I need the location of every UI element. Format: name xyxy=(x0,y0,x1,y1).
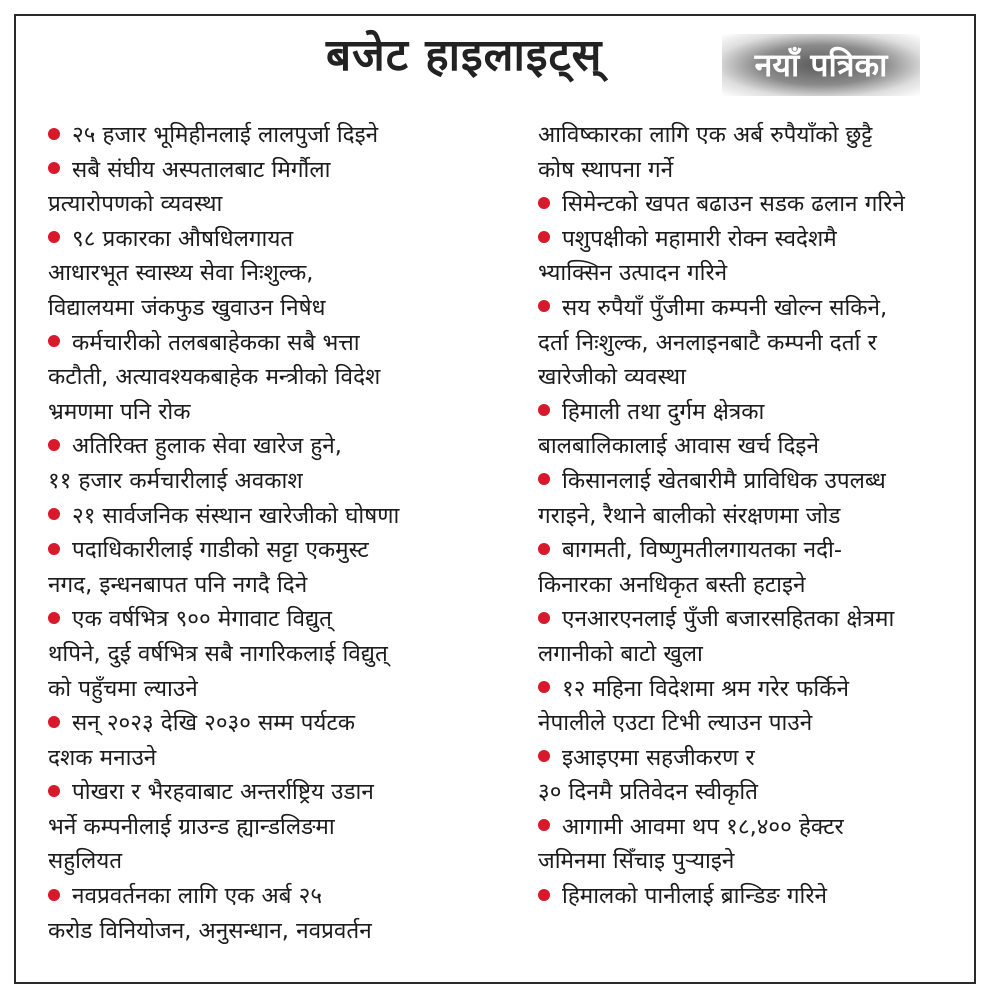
bullet-icon xyxy=(48,335,60,347)
highlight-text: सिमेन्टको खपत बढाउन सडक ढलान गरिने xyxy=(562,191,905,218)
highlight-line xyxy=(48,499,488,534)
highlight-text: २५ हजार भूमिहीनलाई लालपुर्जा दिइने xyxy=(72,122,379,148)
highlight-text: आधारभूत स्वास्थ्य सेवा निःशुल्क, xyxy=(48,260,314,287)
highlight-line xyxy=(48,429,488,464)
highlight-text: थपिने, दुई वर्षभित्र सबै नागरिकलाई विद्युत् xyxy=(48,640,388,667)
highlight-item xyxy=(538,672,970,741)
highlight-line xyxy=(48,844,488,879)
highlight-text: खारेजीको व्यवस्था xyxy=(538,364,686,391)
highlight-line xyxy=(48,395,488,430)
highlight-line xyxy=(538,568,970,603)
highlight-text: एनआरएनलाई पुँजी बजारसहितका क्षेत्रमा xyxy=(562,606,895,633)
highlight-text: बालबालिकालाई आवास खर्च दिइने xyxy=(538,433,819,460)
highlight-text: जमिनमा सिँचाइ पुर्‍याइने xyxy=(538,848,735,875)
highlight-text: भर्ने कम्पनीलाई ग्राउन्ड ह्यान्डलिङमा xyxy=(48,813,335,840)
highlight-item xyxy=(48,879,488,948)
highlight-text: पशुपक्षीको महामारी रोक्न स्वदेशमै xyxy=(562,225,837,252)
highlight-text: भ्रमणमा पनि रोक xyxy=(48,398,191,425)
highlight-text: गराइने, रैथाने बालीको संरक्षणमा जोड xyxy=(538,502,841,529)
highlight-line xyxy=(48,568,488,603)
highlight-line xyxy=(538,395,970,430)
bullet-icon xyxy=(538,543,550,555)
highlight-item xyxy=(538,879,970,914)
bullet-icon xyxy=(48,889,60,901)
highlight-item xyxy=(48,326,488,430)
highlight-text: दशक मनाउने xyxy=(48,744,157,771)
highlight-text: पोखरा र भैरहवाबाट अन्तर्राष्ट्रिय उडान xyxy=(72,779,374,806)
bullet-icon xyxy=(48,716,60,728)
highlight-line xyxy=(48,153,488,188)
highlight-text: सबै संघीय अस्पतालबाट मिर्गौला xyxy=(72,156,331,183)
highlight-line xyxy=(538,360,970,395)
highlight-line xyxy=(48,187,488,222)
highlight-line xyxy=(48,706,488,741)
highlight-text: सन् २०२३ देखि २०३० सम्म पर्यटक xyxy=(72,710,356,737)
highlight-item xyxy=(48,533,488,602)
highlight-line xyxy=(538,291,970,326)
highlight-line xyxy=(48,118,488,153)
highlight-line xyxy=(538,464,970,499)
highlight-line xyxy=(538,672,970,707)
highlight-text: हिमाली तथा दुर्गम क्षेत्रका xyxy=(562,398,765,425)
highlight-line xyxy=(48,879,488,914)
highlight-line xyxy=(48,326,488,361)
highlight-line xyxy=(538,326,970,361)
highlight-text: कटौती, अत्यावश्यकबाहेक मन्त्रीको विदेश xyxy=(48,364,381,391)
highlight-item xyxy=(538,187,970,222)
highlight-item xyxy=(538,741,970,810)
highlight-text: एक वर्षभित्र ९०० मेगावाट विद्युत् xyxy=(72,606,332,633)
bullet-icon xyxy=(48,785,60,797)
highlight-text: विद्यालयमा जंकफुड खुवाउन निषेध xyxy=(48,294,326,321)
highlight-line xyxy=(48,602,488,637)
highlight-text: सय रुपैयाँ पुँजीमा कम्पनी खोल्न सकिने, xyxy=(562,294,888,321)
highlight-line xyxy=(538,741,970,776)
bullet-icon xyxy=(48,439,60,451)
highlight-text: लगानीको बाटो खुला xyxy=(538,640,703,667)
highlight-line xyxy=(48,291,488,326)
highlight-text: को पहुँचमा ल्याउने xyxy=(48,675,198,702)
highlight-text: ९८ प्रकारका औषधिलगायत xyxy=(72,225,294,252)
highlight-line xyxy=(48,775,488,810)
left-column xyxy=(48,118,488,948)
highlight-line xyxy=(48,672,488,707)
highlight-line xyxy=(48,464,488,499)
highlight-text: किनारका अनधिकृत बस्ती हटाइने xyxy=(538,571,806,598)
highlight-text: दर्ता निःशुल्क, अनलाइनबाटै कम्पनी दर्ता र xyxy=(538,329,877,356)
bullet-icon xyxy=(538,889,550,901)
highlight-text: इआइएमा सहजीकरण र xyxy=(562,744,755,771)
highlight-text: नेपालीले एउटा टिभी ल्याउन पाउने xyxy=(538,710,813,737)
highlight-line xyxy=(538,222,970,257)
highlight-line xyxy=(538,602,970,637)
highlight-text: पदाधिकारीलाई गाडीको सट्टा एकमुस्ट xyxy=(72,537,369,564)
bullet-icon xyxy=(48,508,60,520)
highlight-text: भ्याक्सिन उत्पादन गरिने xyxy=(538,260,728,287)
highlight-text: नवप्रवर्तनका लागि एक अर्ब २५ xyxy=(72,883,323,910)
highlight-line xyxy=(538,499,970,534)
highlight-line xyxy=(48,222,488,257)
highlight-line xyxy=(48,533,488,568)
highlight-text: सहुलियत xyxy=(48,848,123,875)
highlight-line xyxy=(538,187,970,222)
highlight-line xyxy=(48,810,488,845)
highlight-line xyxy=(538,118,970,153)
bullet-icon xyxy=(48,231,60,243)
highlight-text: २१ सार्वजनिक संस्थान खारेजीको घोषणा xyxy=(72,502,400,529)
bullet-icon xyxy=(48,612,60,624)
highlight-text: कोष स्थापना गर्ने xyxy=(538,156,674,183)
highlight-line xyxy=(538,879,970,914)
highlight-text: अतिरिक्त हुलाक सेवा खारेज हुने, xyxy=(72,433,342,460)
newspaper-logo: नयाँ पत्रिका xyxy=(722,34,920,96)
highlight-text: १२ महिना विदेशमा श्रम गरेर फर्किने xyxy=(562,675,849,702)
highlight-line xyxy=(48,914,488,949)
bullet-icon xyxy=(538,819,550,831)
highlight-line xyxy=(538,844,970,879)
highlight-item xyxy=(48,499,488,534)
bullet-icon xyxy=(538,231,550,243)
highlight-line xyxy=(538,153,970,188)
highlight-line xyxy=(48,360,488,395)
bullet-icon xyxy=(538,681,550,693)
highlight-item xyxy=(538,118,970,187)
highlight-item xyxy=(48,153,488,222)
highlight-line xyxy=(538,706,970,741)
headline: बजेट हाइलाइट्स् xyxy=(326,30,603,81)
highlight-item xyxy=(538,222,970,291)
bullet-icon xyxy=(538,300,550,312)
highlight-item xyxy=(538,533,970,602)
highlight-line xyxy=(538,637,970,672)
highlight-item xyxy=(538,810,970,879)
highlight-line xyxy=(538,533,970,568)
bullet-icon xyxy=(538,197,550,209)
bullet-icon xyxy=(538,612,550,624)
highlight-item xyxy=(538,464,970,533)
highlight-text: हिमालको पानीलाई ब्रान्डिङ गरिने xyxy=(562,883,828,910)
highlight-line xyxy=(538,256,970,291)
highlight-line xyxy=(48,256,488,291)
highlight-line xyxy=(48,637,488,672)
highlight-item xyxy=(48,602,488,706)
bullet-icon xyxy=(538,750,550,762)
bullet-icon xyxy=(48,128,60,140)
highlight-item xyxy=(538,291,970,395)
bullet-icon xyxy=(48,543,60,555)
highlight-line xyxy=(48,741,488,776)
right-column xyxy=(538,118,970,914)
highlight-item xyxy=(48,118,488,153)
highlight-text: करोड विनियोजन, अनुसन्धान, नवप्रवर्तन xyxy=(48,917,372,944)
highlight-text: किसानलाई खेतबारीमै प्राविधिक उपलब्ध xyxy=(562,467,886,494)
highlight-item xyxy=(538,602,970,671)
highlight-text: कर्मचारीको तलबबाहेकका सबै भत्ता xyxy=(72,329,360,356)
highlight-line xyxy=(538,775,970,810)
highlight-text: प्रत्यारोपणको व्यवस्था xyxy=(48,191,223,218)
highlight-text: ३० दिनमै प्रतिवेदन स्वीकृति xyxy=(538,779,758,806)
highlight-item xyxy=(48,775,488,879)
highlight-item xyxy=(48,429,488,498)
highlight-item xyxy=(48,706,488,775)
highlight-text: बागमती, विष्णुमतीलगायतका नदी- xyxy=(562,537,842,564)
highlight-text: आगामी आवमा थप १८,४०० हेक्टर xyxy=(562,813,844,840)
highlight-line xyxy=(538,429,970,464)
bullet-icon xyxy=(538,473,550,485)
bullet-icon xyxy=(48,162,60,174)
bullet-icon xyxy=(538,404,550,416)
highlight-text: आविष्कारका लागि एक अर्ब रुपैयाँको छुट्टै xyxy=(538,122,873,148)
highlight-item xyxy=(538,395,970,464)
highlight-text: ११ हजार कर्मचारीलाई अवकाश xyxy=(48,467,303,494)
highlight-text: नगद, इन्धनबापत पनि नगदै दिने xyxy=(48,571,308,598)
highlight-line xyxy=(538,810,970,845)
highlight-item xyxy=(48,222,488,326)
